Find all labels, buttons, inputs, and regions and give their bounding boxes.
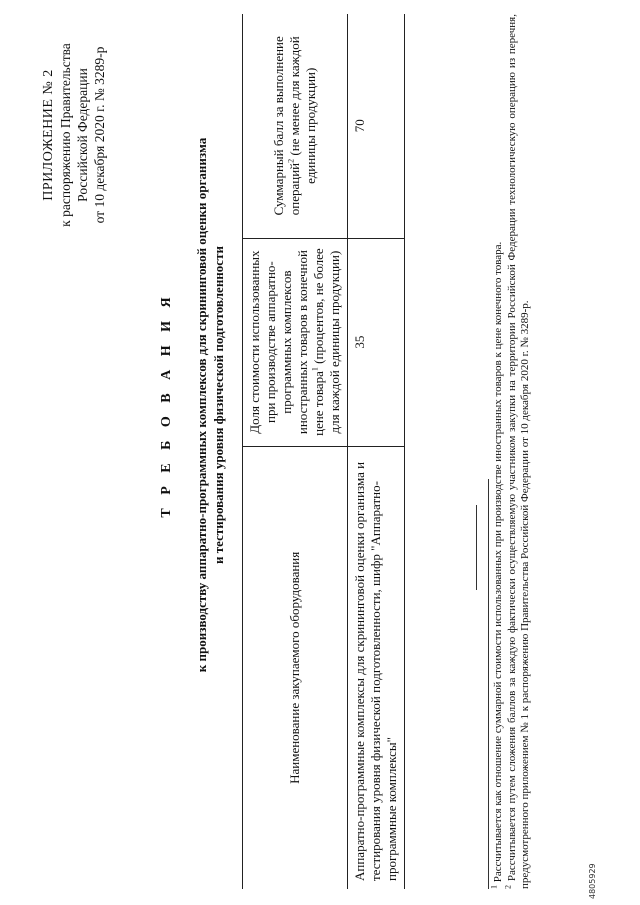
document-subtitle-line-2: и тестирования уровня физической подготовленности (211, 246, 226, 564)
footnote-2: $^2$ Рассчитывается путем сложения баллов за каждую фактически осуществляемую участником закупки на территории Российской Федерации технологическую операцию из перечня, предусмотренного приложением № 1 к распоряжению Правительства Российской Федерации от 10 декабря 2020 г. № 3289-р. (502, 14, 531, 889)
table-row (348, 14, 405, 889)
document-subtitle-line-1: к производству аппаратно-программных комплексов для скрининговой оценки организма (194, 137, 209, 673)
footnote-1: $^1$ Рассчитывается как отношение суммарной стоимости использованных при производстве иностранных товаров к цене конечного товара. (489, 241, 504, 889)
footnote-divider (488, 479, 489, 889)
cell-equipment-name: Аппаратно-программные комплексы для скрининговой оценки организма и тестирования уровня физической подготовленности, шифр "Аппаратно-программные комплексы" (352, 461, 399, 881)
appendix-block (40, 15, 108, 255)
cell-total-score: 70 (352, 119, 367, 133)
table-header-row (243, 14, 348, 889)
document-number: 4805929 (588, 863, 597, 899)
header-equipment-name: Наименование закупаемого оборудования (287, 551, 302, 784)
appendix-line-3: от 10 декабря 2020 г. № 3289-р (92, 46, 107, 224)
header-total-score: Суммарный балл за выполнение операций$^2$ (не менее для каждой единицы продукции) (271, 36, 318, 216)
footnotes (489, 14, 533, 889)
appendix-title: ПРИЛОЖЕНИЕ № 2 (41, 69, 56, 201)
document-title (158, 105, 227, 705)
footnote-mark-1: 1 (310, 367, 320, 372)
cell-foreign-share: 35 (348, 238, 405, 446)
requirements-table (242, 14, 405, 889)
appendix-line-1: к распоряжению Правительства (58, 43, 73, 227)
header-foreign-share: Доля стоимости использованных при производстве аппаратно-программных комплексов иностранных товаров в конечной цене товара$^1$ (процентов, не более для каждой единицы продукции) (243, 238, 348, 446)
section-divider (476, 505, 477, 590)
footnote-mark-2: 2 (286, 158, 296, 163)
document-heading: Т Р Е Б О В А Н И Я (159, 292, 174, 518)
appendix-line-2: Российской Федерации (75, 68, 90, 202)
